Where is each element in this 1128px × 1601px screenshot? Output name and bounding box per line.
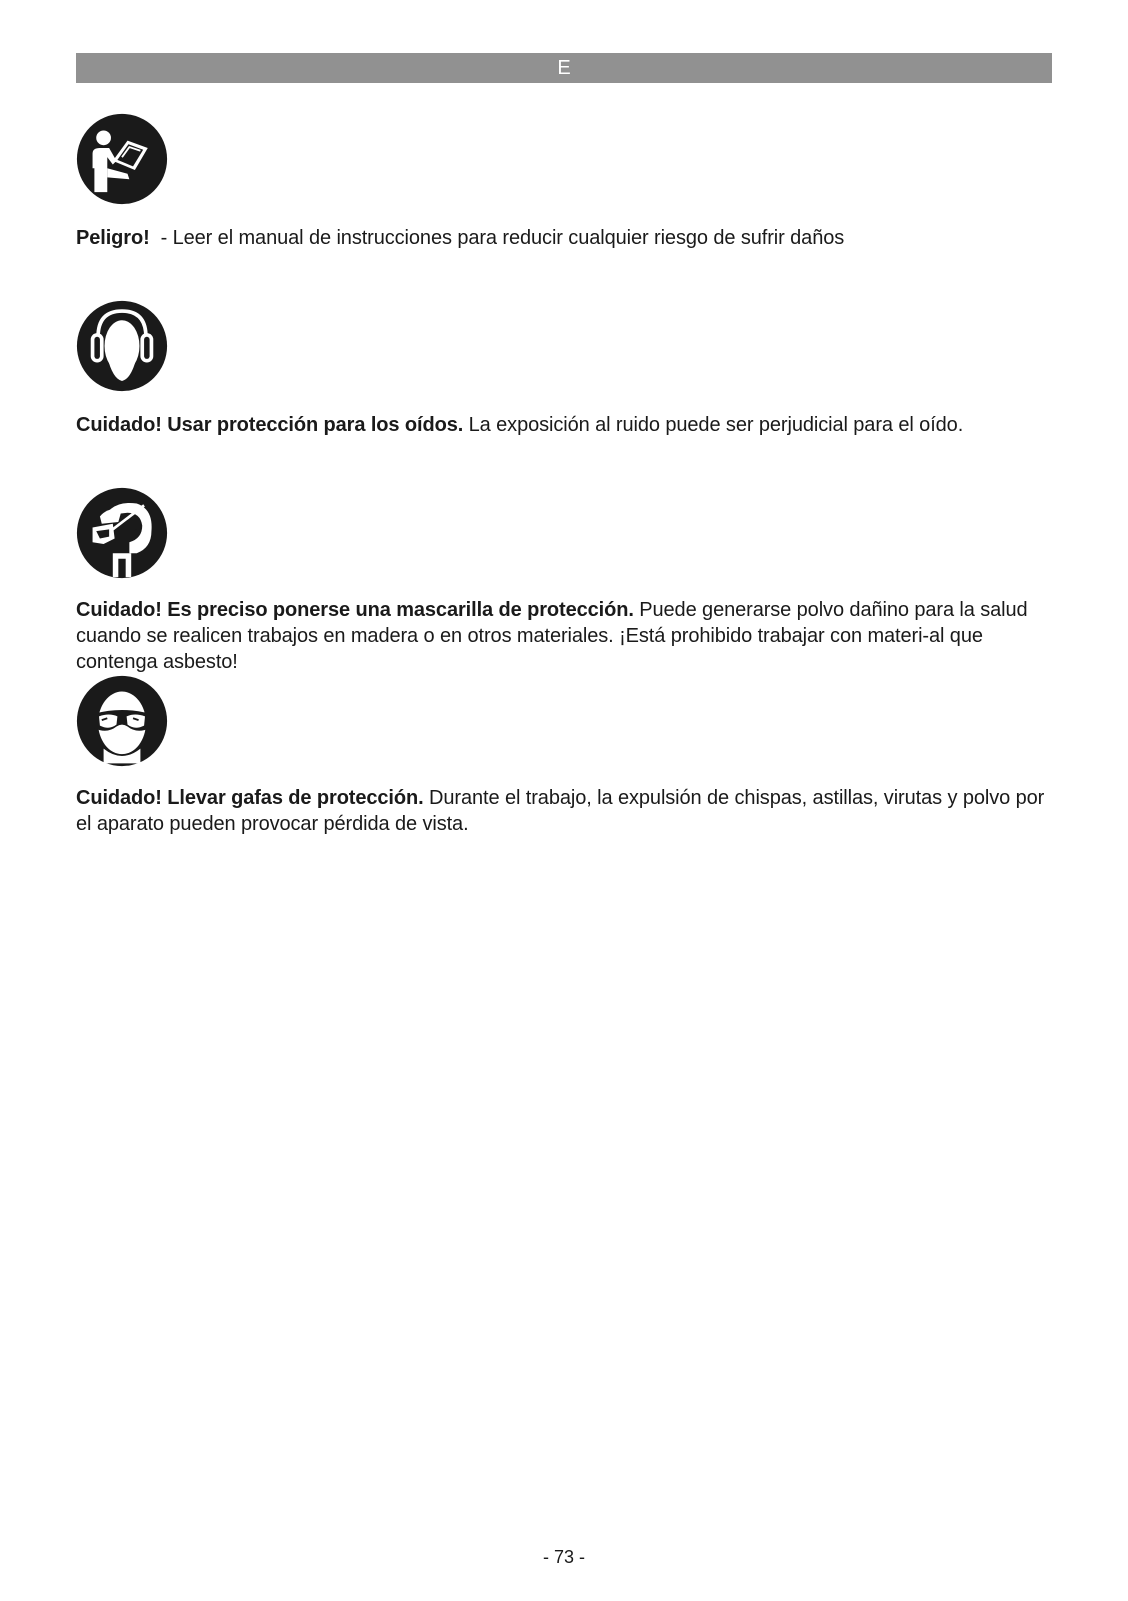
language-header-bar (76, 53, 1052, 83)
notice-dust-mask (76, 487, 1056, 675)
notice-body: - Leer el manual de instrucciones para reducir cualquier riesgo de sufrir daños (149, 227, 845, 249)
notice-title: Cuidado! Llevar gafas de protección. (76, 787, 424, 809)
read-manual-icon (76, 113, 168, 205)
page-number: - 73 - (542, 1547, 585, 1567)
dust-mask-icon (76, 487, 168, 579)
notice-ear-protection (76, 300, 1056, 438)
notice-body: La exposición al ruido puede ser perjudicial para el oído. (463, 414, 964, 436)
notice-safety-goggles (76, 675, 1056, 837)
notice-title: Cuidado! Usar protección para los oídos. (76, 414, 464, 436)
notice-read-manual (76, 113, 1056, 251)
ear-protection-icon (76, 300, 168, 392)
notice-body: Durante el trabajo, la expulsión de chispas, astillas, virutas y polvo por el aparato pueden provocar pérdida de vista. (76, 787, 1045, 835)
safety-goggles-icon (76, 675, 168, 767)
notice-title: Cuidado! Es preciso ponerse una mascarilla de protección. (76, 599, 634, 621)
notice-body: Puede generarse polvo dañino para la salud cuando se realicen trabajos en madera o en otros materiales. ¡Está prohibido trabajar con materi-al que contenga asbesto! (76, 599, 1028, 673)
notice-title: Peligro! (76, 227, 150, 249)
language-code: E (557, 57, 571, 79)
